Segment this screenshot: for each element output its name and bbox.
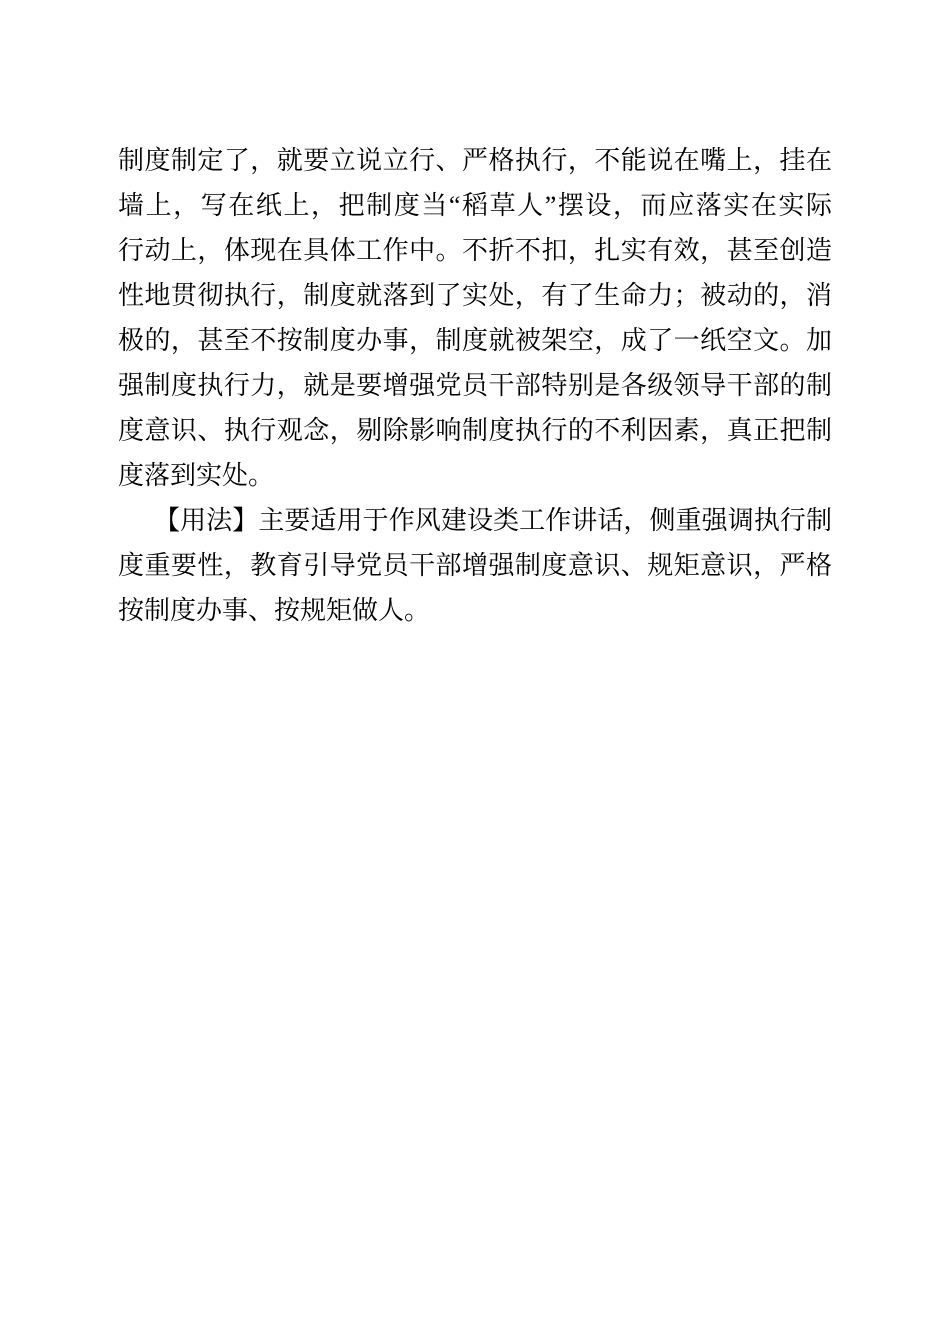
text-line: 【用法】主要适用于作风建设类工作讲话，侧重强调执行制: [154, 506, 832, 535]
text-line: 度落到实处。: [118, 461, 275, 490]
text-line: 制度制定了，就要立说立行、严格执行，不能说在嘴上，挂在: [118, 146, 832, 175]
text-line: 强制度执行力，就是要增强党员干部特别是各级领导干部的制: [118, 371, 832, 400]
text-line: 极的，甚至不按制度办事，制度就被架空，成了一纸空文。加: [118, 326, 832, 355]
paragraph-usage-note: [118, 498, 832, 633]
text-line: 性地贯彻执行，制度就落到了实处，有了生命力；被动的，消: [118, 281, 832, 310]
text-line: 按制度办事、按规矩做人。: [118, 596, 431, 625]
text-line: 墙上，写在纸上，把制度当“稻草人”摆设，而应落实在实际: [118, 191, 832, 220]
text-line: 度意识、执行观念，剔除影响制度执行的不利因素，真正把制: [118, 416, 832, 445]
text-line: 度重要性，教育引导党员干部增强制度意识、规矩意识，严格: [118, 551, 832, 580]
paragraph-body-continuation: [118, 138, 832, 498]
text-line: 行动上，体现在具体工作中。不折不扣，扎实有效，甚至创造: [118, 236, 832, 265]
document-text-block: [118, 138, 832, 633]
